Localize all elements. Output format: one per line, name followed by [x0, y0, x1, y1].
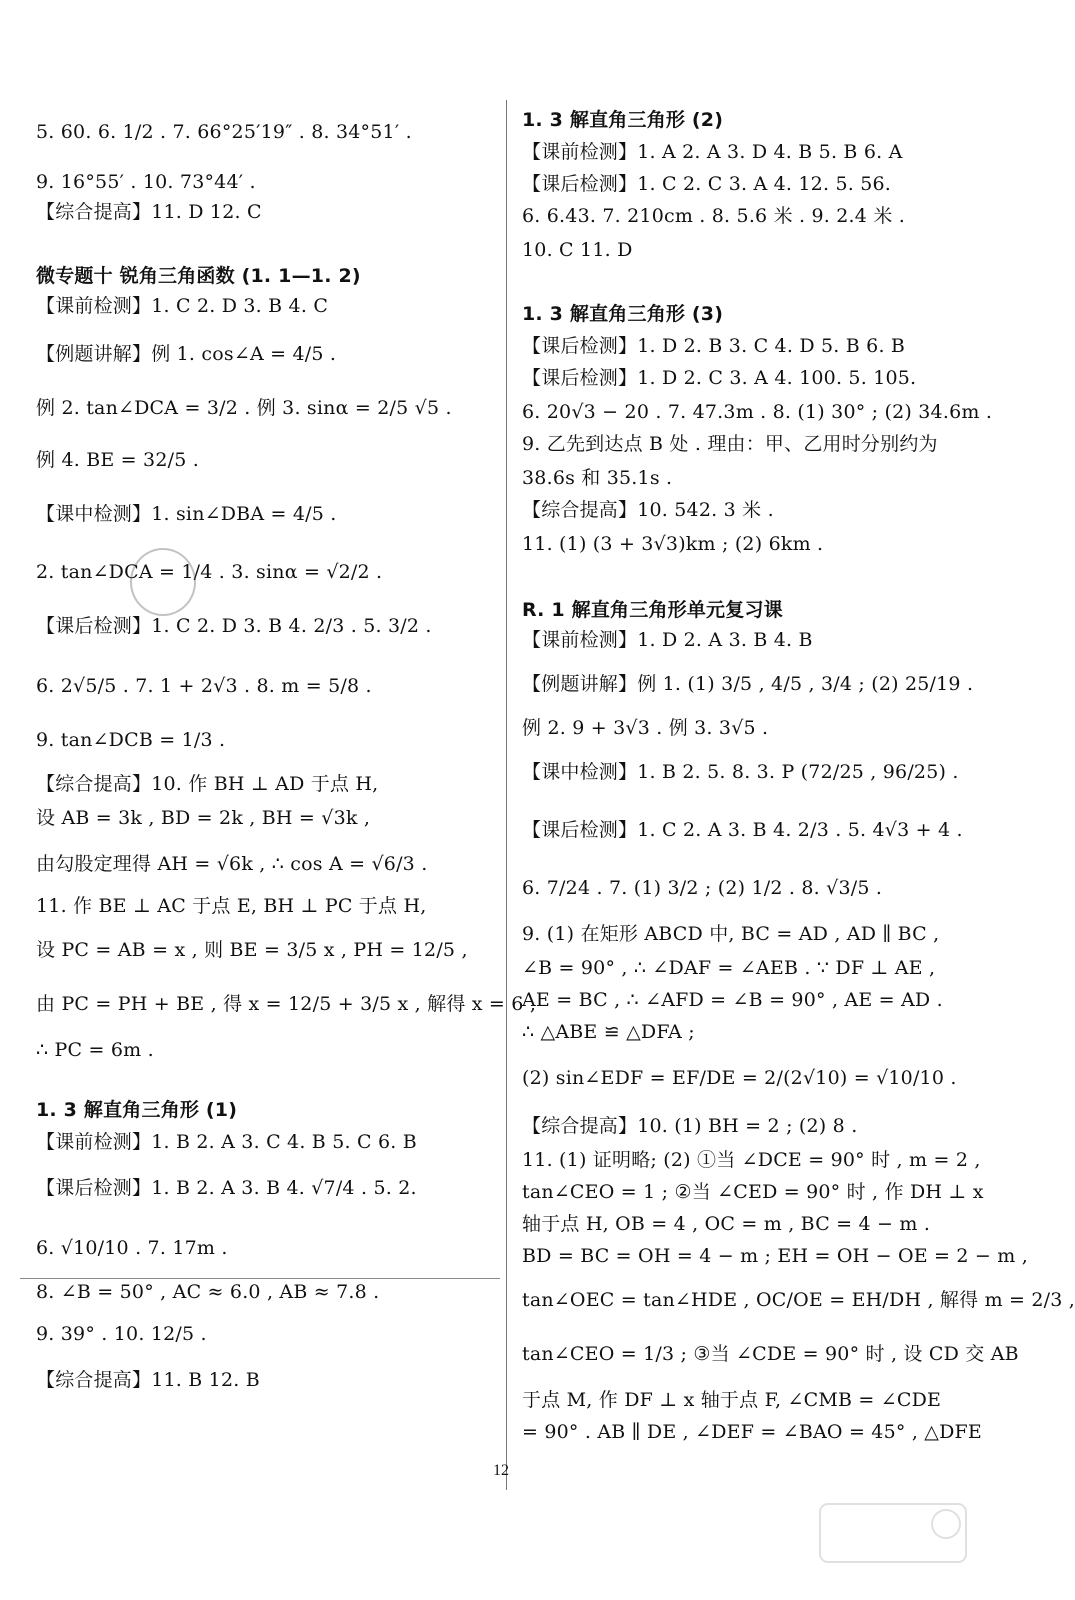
- column-divider: [506, 100, 507, 1490]
- answer-line: ∠B = 90° , ∴ ∠DAF = ∠AEB . ∵ DF ⊥ AE ,: [522, 957, 936, 979]
- answer-line: 【课中检测】1. sin∠DBA = 4/5 .: [36, 503, 337, 525]
- answer-line: 轴于点 H, OB = 4 , OC = m , BC = 4 − m .: [522, 1213, 931, 1235]
- answer-line: 【课前检测】1. D 2. A 3. B 4. B: [522, 629, 813, 651]
- answer-line: 38.6s 和 35.1s .: [522, 467, 673, 489]
- section-heading: 1. 3 解直角三角形 (2): [522, 109, 724, 131]
- answer-line: 6. 6.43. 7. 210cm . 8. 5.6 米 . 9. 2.4 米 .: [522, 205, 906, 227]
- answer-line: (2) sin∠EDF = EF/DE = 2/(2√10) = √10/10 .: [522, 1067, 957, 1089]
- answer-line: = 90° . AB ∥ DE , ∠DEF = ∠BAO = 45° , △DFE: [522, 1421, 982, 1443]
- answer-line: 9. 乙先到达点 B 处 . 理由：甲、乙用时分别约为: [522, 433, 938, 455]
- answer-line: 10. C 11. D: [522, 239, 633, 261]
- answer-line: 6. 7/24 . 7. (1) 3/2 ; (2) 1/2 . 8. √3/5 .: [522, 877, 883, 899]
- answer-line: 【课前检测】1. A 2. A 3. D 4. B 5. B 6. A: [522, 141, 903, 163]
- answer-line: 【课前检测】1. C 2. D 3. B 4. C: [36, 295, 329, 317]
- answer-line: 【例题讲解】例 1. (1) 3/5 , 4/5 , 3/4 ; (2) 25/19 .: [522, 673, 974, 695]
- answer-line: 9. (1) 在矩形 ABCD 中, BC = AD , AD ∥ BC ,: [522, 923, 940, 945]
- answer-line: 【综合提高】10. 作 BH ⊥ AD 于点 H,: [36, 773, 379, 795]
- watermark-logo: [818, 1500, 968, 1566]
- answer-line: 11. (1) 证明略; (2) ①当 ∠DCE = 90° 时 , m = 2 ,: [522, 1149, 981, 1171]
- answer-line: 【课中检测】1. B 2. 5. 8. 3. P (72/25 , 96/25) .: [522, 761, 959, 783]
- answer-line: tan∠CEO = 1/3 ; ③当 ∠CDE = 90° 时 , 设 CD 交 AB: [522, 1343, 1019, 1365]
- answer-line: 【综合提高】11. D 12. C: [36, 201, 262, 223]
- answer-line: 6. 20√3 − 20 . 7. 47.3m . 8. (1) 30° ; (2) 34.6m .: [522, 401, 993, 423]
- answer-line: 9. 39° . 10. 12/5 .: [36, 1323, 207, 1345]
- answer-line: 【课后检测】1. B 2. A 3. B 4. √7/4 . 5. 2.: [36, 1177, 417, 1199]
- answer-line: AE = BC , ∴ ∠AFD = ∠B = 90° , AE = AD .: [522, 989, 943, 1011]
- answer-line: 设 AB = 3k , BD = 2k , BH = √3k ,: [36, 807, 371, 829]
- answer-line: 11. 作 BE ⊥ AC 于点 E, BH ⊥ PC 于点 H,: [36, 895, 427, 917]
- answer-line: 例 4. BE = 32/5 .: [36, 449, 199, 471]
- answer-line: 11. (1) (3 + 3√3)km ; (2) 6km .: [522, 533, 824, 555]
- stamp-mark: [130, 548, 196, 616]
- answer-line: ∴ PC = 6m .: [36, 1039, 154, 1061]
- answer-line: 于点 M, 作 DF ⊥ x 轴于点 F, ∠CMB = ∠CDE: [522, 1389, 942, 1411]
- answer-line: 例 2. tan∠DCA = 3/2 . 例 3. sinα = 2/5 √5 .: [36, 397, 452, 419]
- answer-line: 5. 60. 6. 1/2 . 7. 66°25′19″ . 8. 34°51′ .: [36, 121, 412, 143]
- answer-line: BD = BC = OH = 4 − m ; EH = OH − OE = 2 − m ,: [522, 1245, 1028, 1267]
- answer-line: 【课后检测】1. C 2. C 3. A 4. 12. 5. 56.: [522, 173, 892, 195]
- answer-line: 设 PC = AB = x , 则 BE = 3/5 x , PH = 12/5 ,: [36, 939, 468, 961]
- page-number: 12: [493, 1462, 509, 1479]
- section-heading: 微专题十 锐角三角函数 (1. 1—1. 2): [36, 265, 361, 287]
- answer-line: 【课后检测】1. C 2. A 3. B 4. 2/3 . 5. 4√3 + 4 .: [522, 819, 963, 841]
- answer-line: tan∠CEO = 1 ; ②当 ∠CED = 90° 时 , 作 DH ⊥ x: [522, 1181, 984, 1203]
- answer-line: 【课后检测】1. C 2. D 3. B 4. 2/3 . 5. 3/2 .: [36, 615, 432, 637]
- section-heading: 1. 3 解直角三角形 (3): [522, 303, 724, 325]
- answer-line: 【综合提高】10. 542. 3 米 .: [522, 499, 774, 521]
- answer-line: 【综合提高】11. B 12. B: [36, 1369, 260, 1391]
- answer-line: 【课前检测】1. B 2. A 3. C 4. B 5. C 6. B: [36, 1131, 417, 1153]
- answer-line: 由 PC = PH + BE , 得 x = 12/5 + 3/5 x , 解得 x = 6 ,: [36, 993, 537, 1015]
- section-heading: R. 1 解直角三角形单元复习课: [522, 599, 783, 621]
- answer-line: 由勾股定理得 AH = √6k , ∴ cos A = √6/3 .: [36, 853, 428, 875]
- answer-line: 2. tan∠DCA = 1/4 . 3. sinα = √2/2 .: [36, 561, 383, 583]
- answer-line: 【综合提高】10. (1) BH = 2 ; (2) 8 .: [522, 1115, 858, 1137]
- answer-line: 6. √10/10 . 7. 17m .: [36, 1237, 228, 1259]
- answer-line: 9. tan∠DCB = 1/3 .: [36, 729, 226, 751]
- answer-line: tan∠OEC = tan∠HDE , OC/OE = EH/DH , 解得 m = 2/3 ,: [522, 1289, 1075, 1311]
- section-heading: 1. 3 解直角三角形 (1): [36, 1099, 238, 1121]
- answer-line: 【课后检测】1. D 2. B 3. C 4. D 5. B 6. B: [522, 335, 906, 357]
- answer-line: 6. 2√5/5 . 7. 1 + 2√3 . 8. m = 5/8 .: [36, 675, 372, 697]
- answer-line: 8. ∠B = 50° , AC ≈ 6.0 , AB ≈ 7.8 .: [36, 1281, 380, 1303]
- answer-line: ∴ △ABE ≌ △DFA ;: [522, 1021, 695, 1043]
- answer-line: 9. 16°55′ . 10. 73°44′ .: [36, 171, 256, 193]
- answer-line: 【课后检测】1. D 2. C 3. A 4. 100. 5. 105.: [522, 367, 917, 389]
- answer-line: 例 2. 9 + 3√3 . 例 3. 3√5 .: [522, 717, 769, 739]
- answer-line: 【例题讲解】例 1. cos∠A = 4/5 .: [36, 343, 337, 365]
